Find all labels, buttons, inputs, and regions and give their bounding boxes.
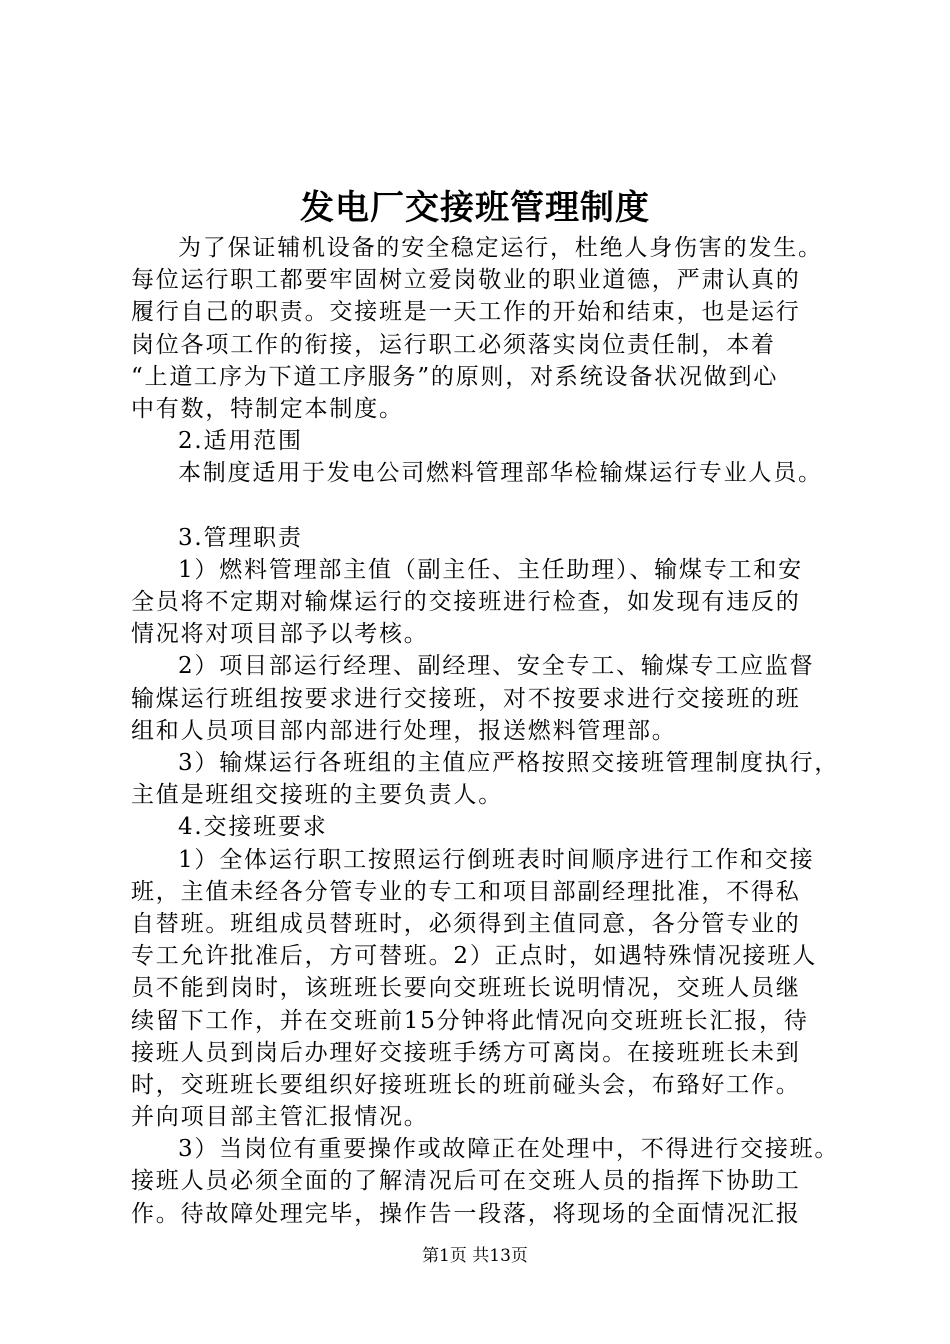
text-line: 3）当岗位有重要操作或故障正在处理中，不得进行交接班。 <box>178 1136 840 1163</box>
text-line: 3.管理职责 <box>178 524 303 551</box>
text-line: 接班人员到岗后办理好交接班手绣方可离岗。在接班班长未到 <box>131 1039 801 1066</box>
text-line: 接班人员必须全面的了解清况后可在交班人员的指挥下协助工 <box>131 1168 801 1195</box>
text-line: 班，主值未经各分管专业的专工和项目部副经理批准，不得私 <box>131 878 801 905</box>
text-line: 组和人员项目部内部进行处理，报送燃料管理部。 <box>131 717 677 744</box>
document-title: 发电厂交接班管理制度 <box>300 188 650 228</box>
page-footer: 第1页 共13页 <box>422 1246 528 1266</box>
text-line: 2.适用范围 <box>178 428 303 455</box>
text-line: 每位运行职工都要牢固树立爱岗敬业的职业道德，严肃认真的 <box>131 267 801 294</box>
blank-line <box>131 490 839 522</box>
text-line: 情况将对项目部予以考核。 <box>131 621 429 648</box>
text-line: 履行自己的职责。交接班是一天工作的开始和结束，也是运行 <box>131 299 801 326</box>
text-line: 输煤运行班组按要求进行交接班，对不按要求进行交接班的班 <box>131 685 801 712</box>
text-line: 岗位各项工作的衔接，运行职工必须落实岗位责任制，本着 <box>131 331 776 358</box>
text-line: 员不能到岗时，该班班长要向交班班长说明情况，交班人员继 <box>131 975 801 1002</box>
text-line: 续留下工作，并在交班前15分钟将此情况向交班班长汇报，待 <box>131 1007 809 1034</box>
text-line: 作。待故障处理完毕，操作告一段落，将现场的全面情况汇报 <box>131 1200 801 1227</box>
text-line: 4.交接班要求 <box>178 814 328 841</box>
text-line: 3）输煤运行各班组的主值应严格按照交接班管理制度执行， <box>178 750 840 776</box>
text-line: 全员将不定期对输煤运行的交接班进行检查，如发现有违反的 <box>131 589 801 616</box>
text-line: 本制度适用于发电公司燃料管理部华检输煤运行专业人员。 <box>178 460 823 487</box>
text-line: 主值是班组交接班的主要负责人。 <box>131 782 503 809</box>
text-line: 1）全体运行职工按照运行倒班表时间顺序进行工作和交接 <box>178 846 815 873</box>
document-body <box>131 232 839 1230</box>
text-line: 中有数，特制定本制度。 <box>131 395 404 422</box>
text-line: 1）燃料管理部主值（副主任、主任助理）、输煤专工和安 <box>178 556 803 583</box>
text-line: 专工允许批准后，方可替班。2）正点时，如遇特殊情况接班人 <box>131 943 818 970</box>
text-line: 2）项目部运行经理、副经理、安全专工、输煤专工应监督 <box>178 653 815 680</box>
text-line: “上道工序为下道工序服务”的原则，对系统设备状况做到心 <box>131 363 779 390</box>
text-line: 自替班。班组成员替班时，必须得到主值同意，各分管专业的 <box>131 910 801 937</box>
text-line: 时，交班班长要组织好接班班长的班前碰头会，布臵好工作。 <box>131 1071 801 1098</box>
text-line: 并向项目部主管汇报情况。 <box>131 1104 429 1131</box>
text-line: 为了保证辅机设备的安全稳定运行，杜绝人身伤害的发生。 <box>178 235 823 261</box>
